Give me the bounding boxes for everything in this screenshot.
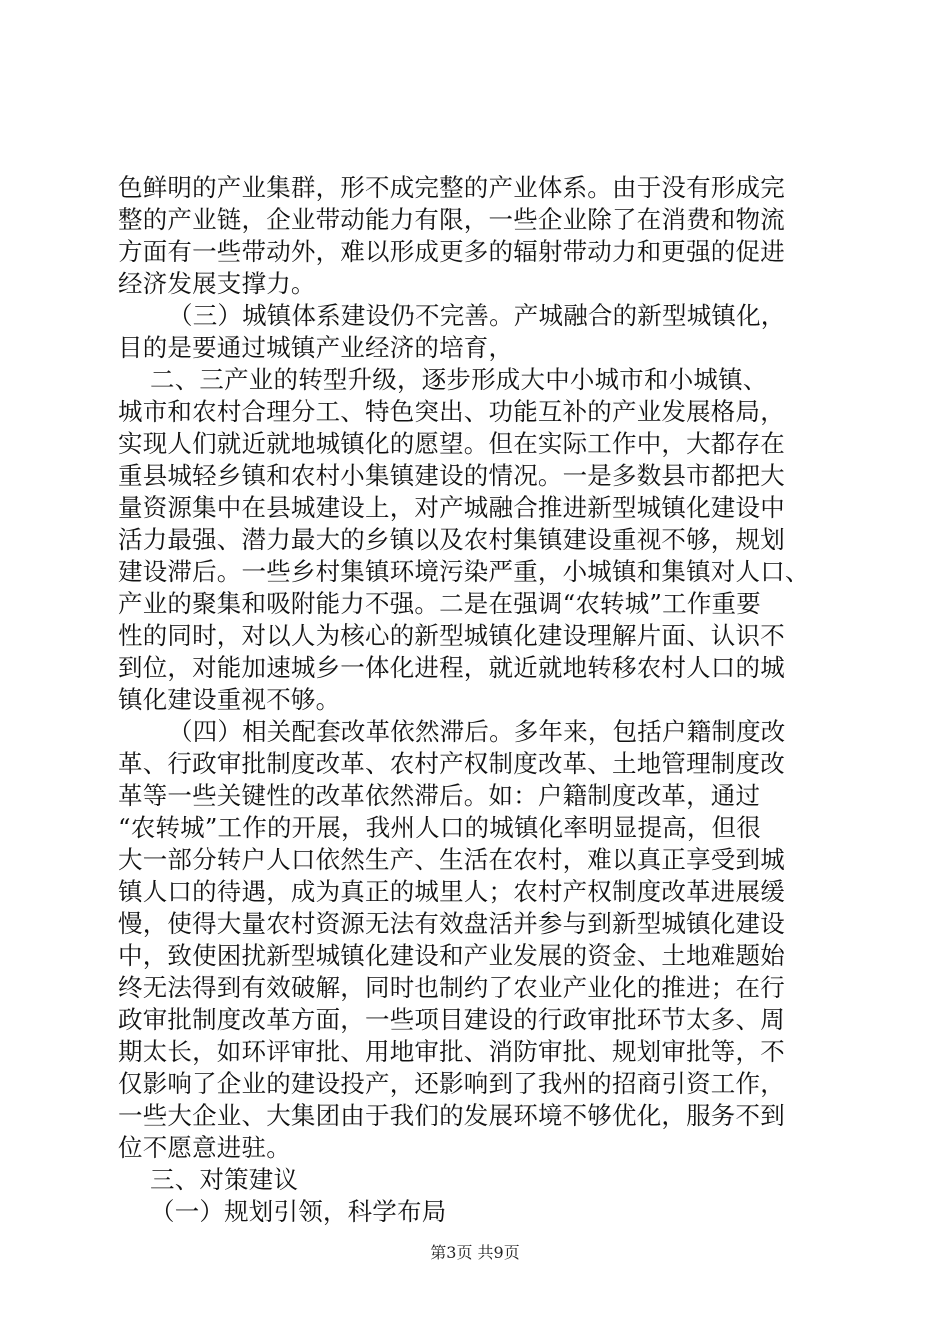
text-line: 革等一些关键性的改革依然滞后。如：户籍制度改革，通过 bbox=[118, 781, 761, 810]
text-line: 实现人们就近就地城镇化的愿望。但在实际工作中，大都存在 bbox=[118, 429, 785, 458]
text-line: 革、行政审批制度改革、农村产权制度改革、土地管理制度改 bbox=[118, 749, 785, 778]
text-line: 二、三产业的转型升级，逐步形成大中小城市和小城镇、 bbox=[150, 365, 768, 394]
text-line: 镇人口的待遇，成为真正的城里人；农村产权制度改革进展缓 bbox=[118, 877, 785, 906]
text-line: 期太长，如环评审批、用地审批、消防审批、规划审批等，不 bbox=[118, 1037, 785, 1066]
text-line: 中，致使困扰新型城镇化建设和产业发展的资金、土地难题始 bbox=[118, 941, 785, 970]
text-line: 位不愿意进驻。 bbox=[118, 1133, 291, 1162]
section-heading-4: （四）相关配套改革依然滞后。多年来，包括户籍制度改 bbox=[168, 717, 786, 746]
text-line: 产业的聚集和吸附能力不强。二是在强调“农转城”工作重要 bbox=[118, 589, 761, 618]
page-footer: 第3页 共9页 bbox=[430, 1243, 520, 1262]
subsection-heading: （一）规划引领，科学布局 bbox=[150, 1197, 447, 1226]
section-heading-main: 三、对策建议 bbox=[150, 1165, 299, 1194]
text-line: 一些大企业、大集团由于我们的发展环境不够优化，服务不到 bbox=[118, 1101, 785, 1130]
section-heading-3: （三）城镇体系建设仍不完善。产城融合的新型城镇化， bbox=[168, 301, 786, 330]
text-line: 仅影响了企业的建设投产，还影响到了我州的招商引资工作， bbox=[118, 1069, 785, 1098]
text-line: 整的产业链，企业带动能力有限，一些企业除了在消费和物流 bbox=[118, 205, 785, 234]
text-line: 量资源集中在县城建设上，对产城融合推进新型城镇化建设中 bbox=[118, 493, 785, 522]
text-line: 大一部分转户人口依然生产、生活在农村，难以真正享受到城 bbox=[118, 845, 785, 874]
text-line: 色鲜明的产业集群，形不成完整的产业体系。由于没有形成完 bbox=[118, 173, 785, 202]
text-line: 到位，对能加速城乡一体化进程，就近就地转移农村人口的城 bbox=[118, 653, 785, 682]
text-line: 经济发展支撑力。 bbox=[118, 269, 316, 298]
text-line: 目的是要通过城镇产业经济的培育， bbox=[118, 333, 514, 362]
text-line: 活力最强、潜力最大的乡镇以及农村集镇建设重视不够，规划 bbox=[118, 525, 785, 554]
text-line: 方面有一些带动外，难以形成更多的辐射带动力和更强的促进 bbox=[118, 237, 785, 266]
text-line: “农转城”工作的开展，我州人口的城镇化率明显提高，但很 bbox=[118, 813, 761, 842]
text-line: 建设滞后。一些乡村集镇环境污染严重，小城镇和集镇对人口、 bbox=[118, 557, 810, 586]
text-line: 性的同时，对以人为核心的新型城镇化建设理解片面、认识不 bbox=[118, 621, 785, 650]
text-line: 城市和农村合理分工、特色突出、功能互补的产业发展格局， bbox=[118, 397, 785, 426]
text-line: 政审批制度改革方面，一些项目建设的行政审批环节太多、周 bbox=[118, 1005, 785, 1034]
text-line: 镇化建设重视不够。 bbox=[118, 685, 341, 714]
text-line: 重县城轻乡镇和农村小集镇建设的情况。一是多数县市都把大 bbox=[118, 461, 785, 490]
text-line: 终无法得到有效破解，同时也制约了农业产业化的推进；在行 bbox=[118, 973, 785, 1002]
text-line: 慢，使得大量农村资源无法有效盘活并参与到新型城镇化建设 bbox=[118, 909, 785, 938]
